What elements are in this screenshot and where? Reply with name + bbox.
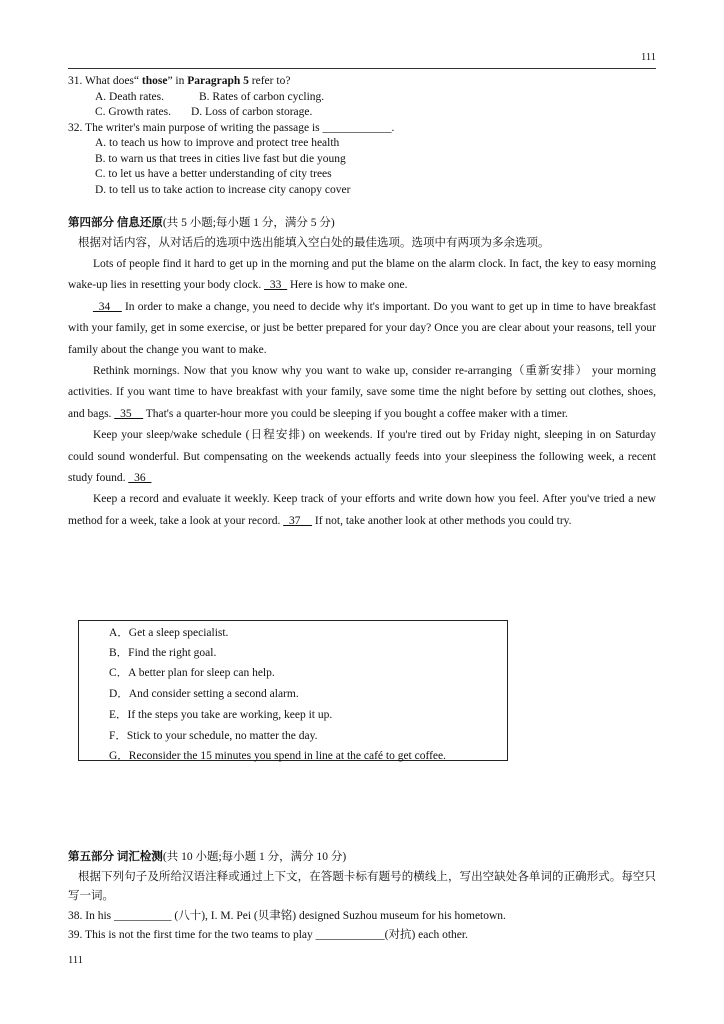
section4-instruction: 根据对话内容，从对话后的选项中选出能填入空白处的最佳选项。选项中有两项为多余选项。 [78, 237, 550, 249]
p3-end: That's a quarter-hour more you could be sleeping if you bought a coffee maker with a timer. [143, 407, 568, 420]
q31-middle: ” in [167, 75, 188, 87]
question-38: 38. In his __________ (八十), I. M. Pei (贝聿铭) designed Suzhou museum for his hometown. [68, 909, 506, 922]
passage-paragraph-5 [68, 489, 656, 532]
q31-option-b: B. Rates of carbon cycling. [199, 90, 325, 103]
p2-text: In order to make a change, you need to decide why it's important. Do you want to get up in time to have breakfast with your family, get in some exercise, or just be better prepared for your day? Once you are clear about your reasons, tell your family about the change you want to make. [68, 300, 656, 356]
q32-option-c: C. to let us have a better understanding of city trees [95, 168, 332, 180]
section5-heading [68, 848, 656, 868]
passage-paragraph-3 [68, 361, 656, 425]
q31-option-a: A. Death rates. [95, 90, 164, 103]
page-content [68, 74, 656, 532]
p3-text: Rethink mornings. Now that you know why you want to wake up, consider re-arranging（重新安排） your morning activities. If you want time to have breakfast with your family, save some time the night before by setting out clothes, shoes, and bags. [68, 365, 656, 420]
question-39: 39. This is not the first time for the two teams to play ____________(对抗) each other. [68, 929, 468, 941]
q31-prefix: 31. What does“ [68, 75, 142, 87]
p1-end: Here is how to make one. [287, 279, 408, 292]
header-rule [68, 68, 656, 69]
option-e: E．If the steps you take are working, keep it up. [109, 709, 333, 721]
p5-end: If not, take another look at other methods you could try. [311, 514, 572, 527]
q32-option-d: D. to tell us to take action to increase city canopy cover [95, 183, 351, 196]
option-a: A．Get a sleep specialist. [109, 627, 229, 639]
q31-option-c: C. Growth rates. [95, 106, 172, 118]
question-31 [68, 74, 656, 90]
passage-paragraph-2 [68, 297, 656, 361]
p4-text: Keep your sleep/wake schedule (日程安排) on weekends. If you're tired out by Friday night, sleeping in on Saturday could sound wonderful. But compensating on the weekends actually feeds into your sleepiness the following week, a recent study found. [68, 429, 656, 485]
blank-34: _34__ [93, 300, 122, 313]
section4-meta: (共 5 小题;每小题 1 分，满分 5 分) [162, 217, 335, 229]
option-b: B．Find the right goal. [109, 647, 217, 659]
section5 [68, 848, 656, 946]
blank-37: _37__ [283, 514, 312, 527]
section4-heading [68, 215, 656, 232]
passage-paragraph-4 [68, 425, 656, 489]
q31-option-d: D. Loss of carbon storage. [191, 106, 313, 118]
q31-bold-word: those [141, 75, 168, 87]
q31-suffix: refer to? [248, 75, 291, 87]
page-number-bottom: 111 [68, 955, 83, 966]
option-f: F．Stick to your schedule, no matter the day. [109, 730, 318, 742]
blank-33: _33_ [264, 279, 288, 292]
page-number-top: 111 [641, 52, 656, 63]
p5-text: Keep a record and evaluate it weekly. Keep track of your efforts and write down how you feel. After you've tried a new method for a week, take a look at your record. [68, 493, 656, 527]
section5-instruction: 根据下列句子及所给汉语注释或通过上下文，在答题卡标有题号的横线上，写出空缺处各单词的正确形式。每空只写一词。 [68, 870, 656, 902]
option-g: G．Reconsider the 15 minutes you spend in line at the café to get coffee. [109, 750, 447, 762]
blank-36: _36_ [128, 472, 152, 485]
section5-meta: (共 10 小题;每小题 1 分，满分 10 分) [162, 851, 347, 863]
option-d: D．And consider setting a second alarm. [109, 688, 299, 700]
p1-text: Lots of people find it hard to get up in the morning and put the blame on the alarm clock. In fact, the key to easy morning wake-up lies in resetting your body clock. [68, 258, 656, 292]
question-32: 32. The writer's main purpose of writing the passage is ____________. [68, 121, 395, 134]
options-box [78, 620, 508, 761]
option-c: C．A better plan for sleep can help. [109, 667, 275, 679]
q32-option-b: B. to warn us that trees in cities live fast but die young [95, 152, 346, 165]
section4-title: 第四部分 信息还原 [68, 217, 163, 229]
passage-paragraph-1 [68, 254, 656, 297]
blank-35: _35__ [114, 407, 144, 420]
section5-title: 第五部分 词汇检测 [68, 851, 163, 863]
q31-options-row1 [68, 90, 656, 106]
q32-option-a: A. to teach us how to improve and protect tree health [95, 137, 340, 149]
q31-options-row2 [68, 105, 656, 121]
q31-bold-paragraph: Paragraph 5 [187, 75, 249, 87]
